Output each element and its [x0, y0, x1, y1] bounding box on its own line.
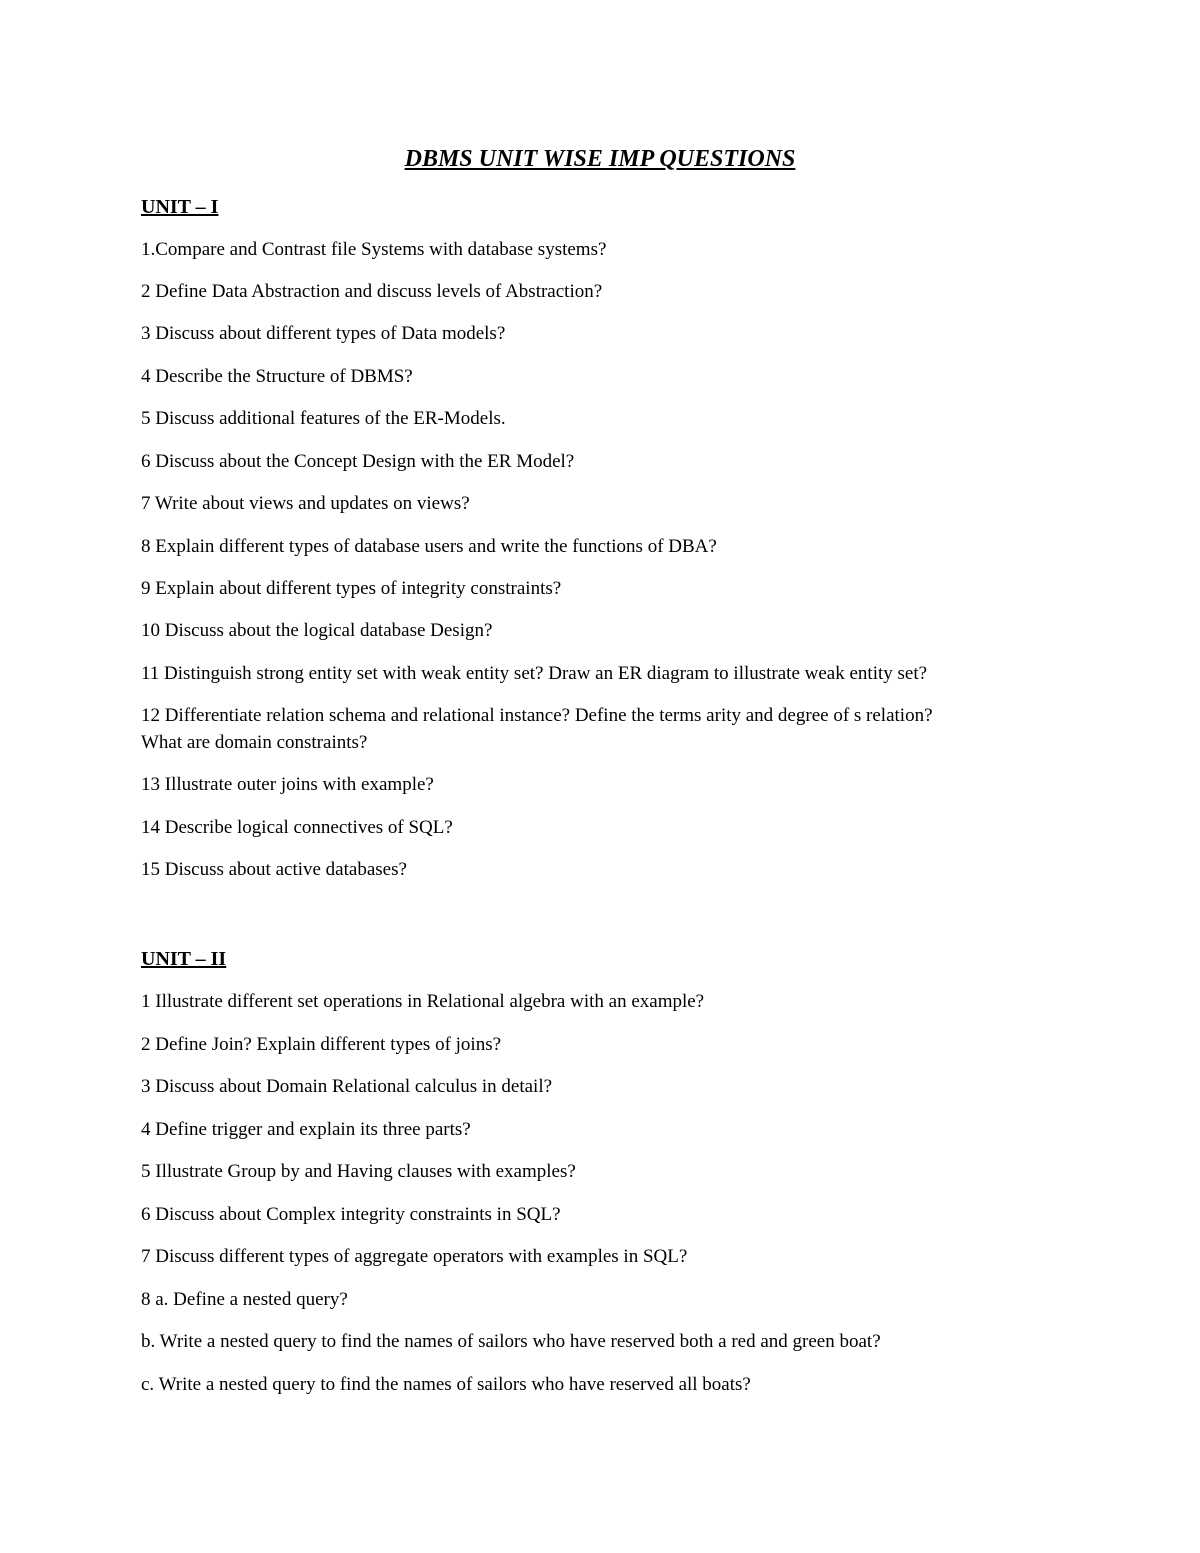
unit-1-question: 9 Explain about different types of integrity constraints?: [141, 578, 562, 599]
unit-2-question: 8 a. Define a nested query?: [141, 1289, 348, 1310]
unit-1-question: 5 Discuss additional features of the ER-Models.: [141, 408, 506, 429]
unit-1-question: 3 Discuss about different types of Data models?: [141, 323, 506, 344]
unit-2-question: 4 Define trigger and explain its three parts?: [141, 1119, 471, 1140]
unit-1-question: 2 Define Data Abstraction and discuss levels of Abstraction?: [141, 281, 603, 302]
unit-2-question: 1 Illustrate different set operations in Relational algebra with an example?: [141, 991, 705, 1012]
unit-2-heading: UNIT – II: [141, 948, 227, 970]
unit-2-question: 2 Define Join? Explain different types of joins?: [141, 1034, 502, 1055]
unit-1-question-continuation: What are domain constraints?: [141, 732, 368, 753]
unit-2-question: 5 Illustrate Group by and Having clauses with examples?: [141, 1161, 576, 1182]
unit-1-question: 10 Discuss about the logical database Design?: [141, 620, 493, 641]
unit-1-question: 6 Discuss about the Concept Design with the ER Model?: [141, 451, 575, 472]
unit-1-question: 1.Compare and Contrast file Systems with database systems?: [141, 239, 607, 260]
unit-2-question: c. Write a nested query to find the names of sailors who have reserved all boats?: [141, 1374, 751, 1395]
unit-2-question: 6 Discuss about Complex integrity constraints in SQL?: [141, 1204, 561, 1225]
unit-1-question: 13 Illustrate outer joins with example?: [141, 774, 434, 795]
unit-1-question: 4 Describe the Structure of DBMS?: [141, 366, 413, 387]
unit-1-heading: UNIT – I: [141, 196, 219, 218]
unit-1-question: 12 Differentiate relation schema and relational instance? Define the terms arity and degree of s relation?: [141, 705, 933, 726]
unit-1-question: 11 Distinguish strong entity set with weak entity set? Draw an ER diagram to illustrate weak entity set?: [141, 663, 928, 684]
unit-1-question: 8 Explain different types of database users and write the functions of DBA?: [141, 536, 717, 557]
unit-2-question: b. Write a nested query to find the names of sailors who have reserved both a red and green boat?: [141, 1331, 881, 1352]
unit-1-question: 15 Discuss about active databases?: [141, 859, 407, 880]
unit-1-question: 7 Write about views and updates on views?: [141, 493, 470, 514]
document-title: DBMS UNIT WISE IMP QUESTIONS: [404, 146, 796, 172]
unit-2-question: 7 Discuss different types of aggregate operators with examples in SQL?: [141, 1246, 688, 1267]
unit-2-question: 3 Discuss about Domain Relational calculus in detail?: [141, 1076, 553, 1097]
unit-1-question: 14 Describe logical connectives of SQL?: [141, 817, 453, 838]
